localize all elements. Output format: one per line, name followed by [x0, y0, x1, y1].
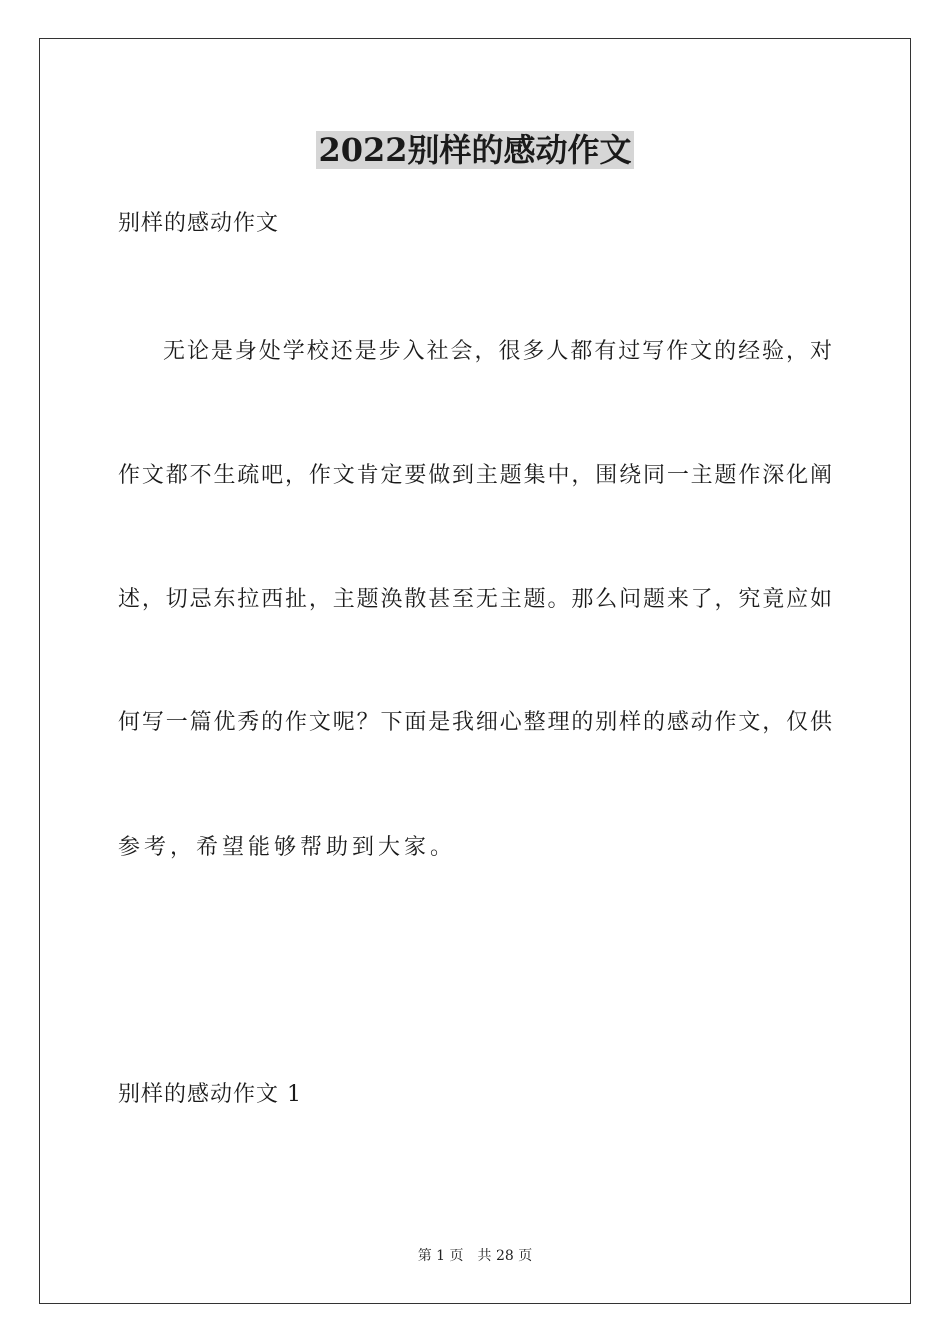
page-number: 第 1 页	[417, 1248, 464, 1264]
intro-paragraph-line: 无论是身处学校还是步入社会，很多人都有过写作文的经验，对	[163, 339, 832, 364]
page-total: 共 28 页	[477, 1248, 533, 1264]
intro-paragraph-line: 述，切忌东拉西扯，主题涣散甚至无主题。那么问题来了，究竟应如	[118, 587, 832, 612]
section-heading: 别样的感动作文 1	[118, 1082, 302, 1107]
intro-paragraph-line: 参考，希望能够帮助到大家。	[118, 835, 457, 860]
intro-paragraph-line: 何写一篇优秀的作文呢？下面是我细心整理的别样的感动作文，仅供	[118, 710, 832, 735]
document-title-text: 2022别样的感动作文	[318, 131, 632, 169]
document-subtitle: 别样的感动作文	[118, 211, 280, 236]
intro-paragraph-line: 作文都不生疏吧，作文肯定要做到主题集中，围绕同一主题作深化阐	[118, 463, 832, 488]
page-footer	[0, 1246, 950, 1266]
document-title	[0, 128, 950, 172]
